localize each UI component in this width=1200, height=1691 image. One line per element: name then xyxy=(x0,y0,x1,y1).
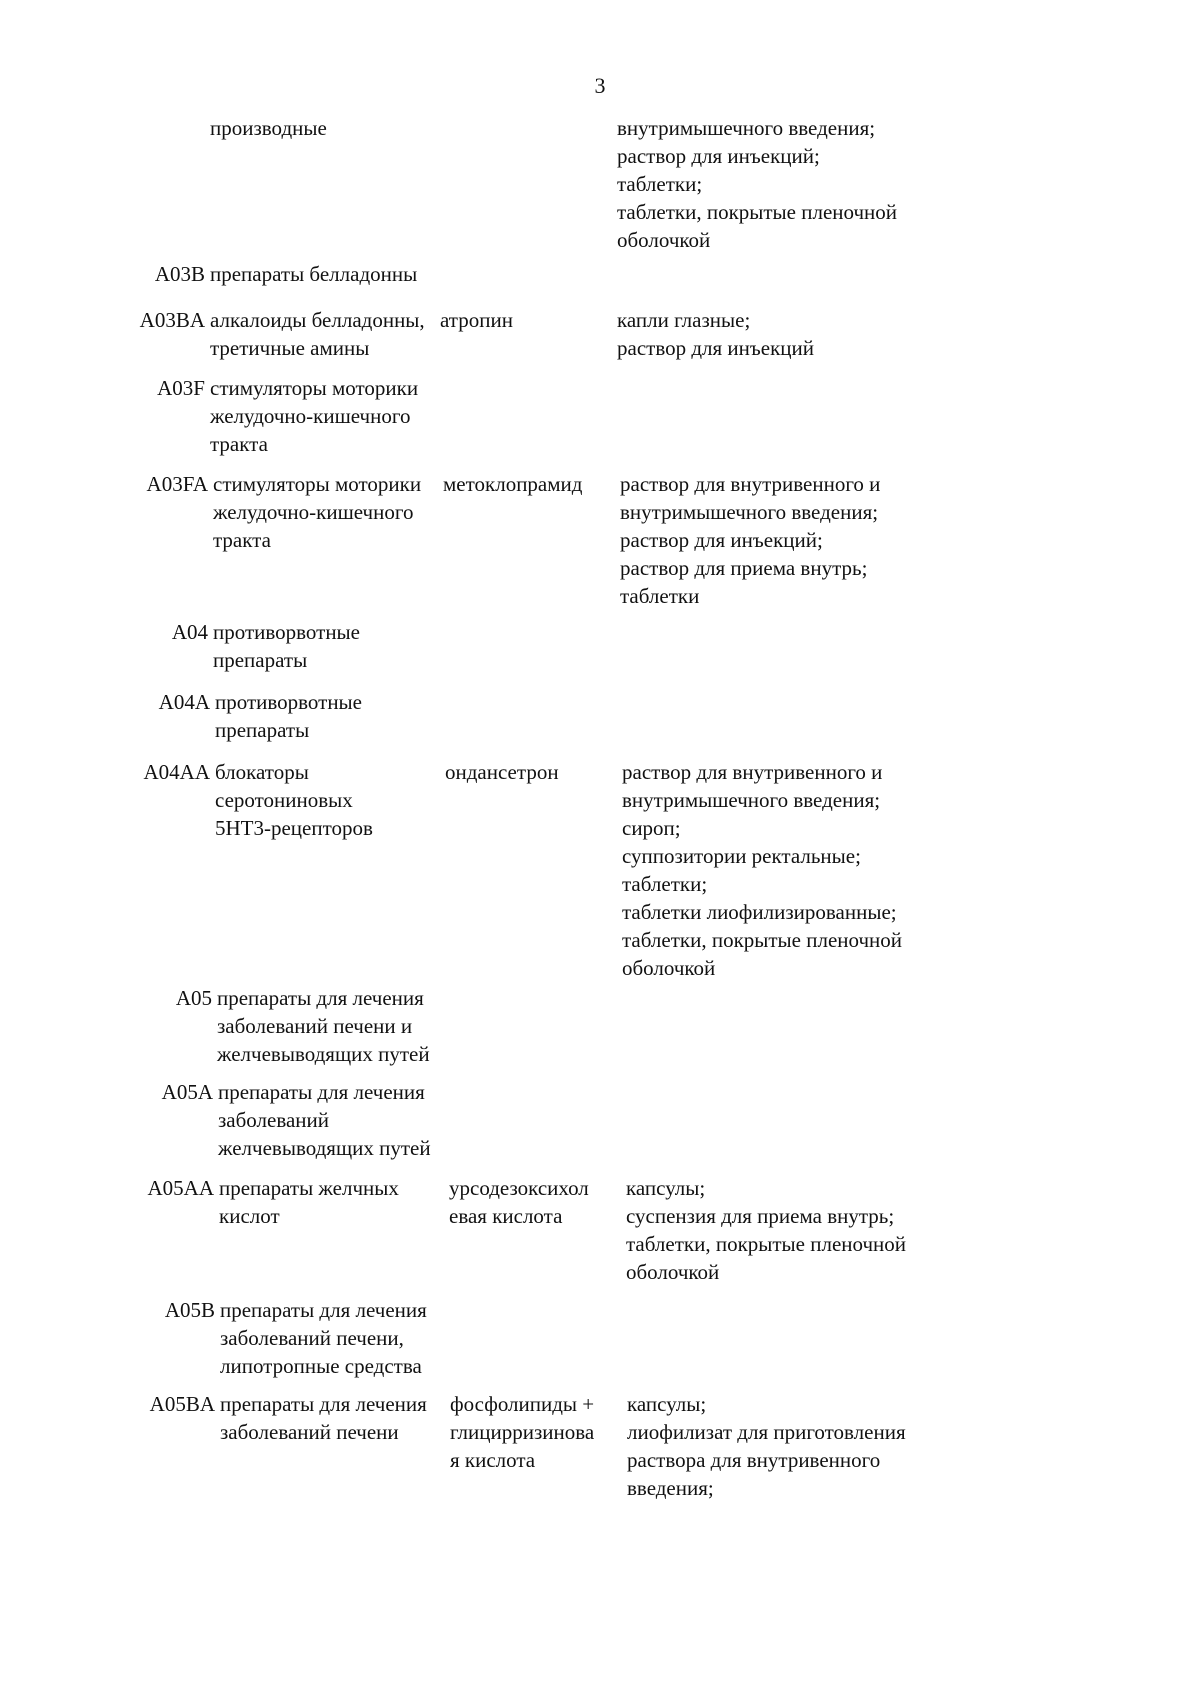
atc-group-name: препараты белладонны xyxy=(210,262,418,286)
drug-name: ондансетрон xyxy=(445,760,559,784)
atc-group-name: противорвотные препараты xyxy=(215,690,362,742)
atc-code: A03FA xyxy=(146,472,208,496)
atc-group-name: стимуляторы моторики желудочно-кишечного тракта xyxy=(210,376,419,456)
atc-code: A04 xyxy=(171,620,208,644)
atc-group-name: производные xyxy=(210,116,327,140)
drug-name: метоклопрамид xyxy=(443,472,583,496)
atc-group-name: препараты желчных кислот xyxy=(219,1176,399,1228)
drug-name: урсодезоксихол евая кислота xyxy=(449,1176,589,1228)
dosage-forms: раствор для внутривенного и внутримышечного введения; сироп; суппозитории ректальные; таблетки; таблетки лиофилизированные; таблетки, покрытые пленочной оболочкой xyxy=(622,760,903,980)
atc-code: A03BA xyxy=(139,308,205,332)
drug-name: атропин xyxy=(440,308,513,332)
atc-group-name: препараты для лечения заболеваний печени, липотропные средства xyxy=(220,1298,427,1378)
atc-code: A05B xyxy=(164,1298,215,1322)
page-number: 3 xyxy=(594,73,606,98)
atc-code: A04A xyxy=(158,690,210,714)
atc-code: A05AA xyxy=(147,1176,214,1200)
atc-group-name: препараты для лечения заболеваний печени и желчевыводящих путей xyxy=(217,986,430,1066)
dosage-forms: капли глазные; раствор для инъекций xyxy=(617,308,814,360)
dosage-forms: раствор для внутривенного и внутримышечного введения; раствор для инъекций; раствор для приема внутрь; таблетки xyxy=(620,472,881,608)
atc-group-name: стимуляторы моторики желудочно-кишечного тракта xyxy=(213,472,422,552)
dosage-forms: капсулы; суспензия для приема внутрь; таблетки, покрытые пленочной оболочкой xyxy=(626,1176,907,1284)
atc-group-name: препараты для лечения заболеваний желчевыводящих путей xyxy=(218,1080,431,1160)
atc-group-name: противорвотные препараты xyxy=(213,620,360,672)
atc-code: A03F xyxy=(157,376,205,400)
atc-group-name: блокаторы серотониновых 5HT3-рецепторов xyxy=(215,760,373,840)
dosage-forms: капсулы; лиофилизат для приготовления раствора для внутривенного введения; xyxy=(627,1392,906,1500)
drug-name: фосфолипиды + глицирризинова я кислота xyxy=(450,1392,595,1472)
atc-code: A04AA xyxy=(143,760,210,784)
atc-code: A05BA xyxy=(149,1392,215,1416)
atc-code: A05 xyxy=(175,986,212,1010)
atc-code: A05A xyxy=(161,1080,213,1104)
dosage-forms: внутримышечного введения; раствор для инъекций; таблетки; таблетки, покрытые пленочной оболочкой xyxy=(617,116,898,252)
atc-group-name: алкалоиды белладонны, третичные амины xyxy=(210,308,425,360)
atc-group-name: препараты для лечения заболеваний печени xyxy=(220,1392,427,1444)
atc-code: A03B xyxy=(154,262,205,286)
